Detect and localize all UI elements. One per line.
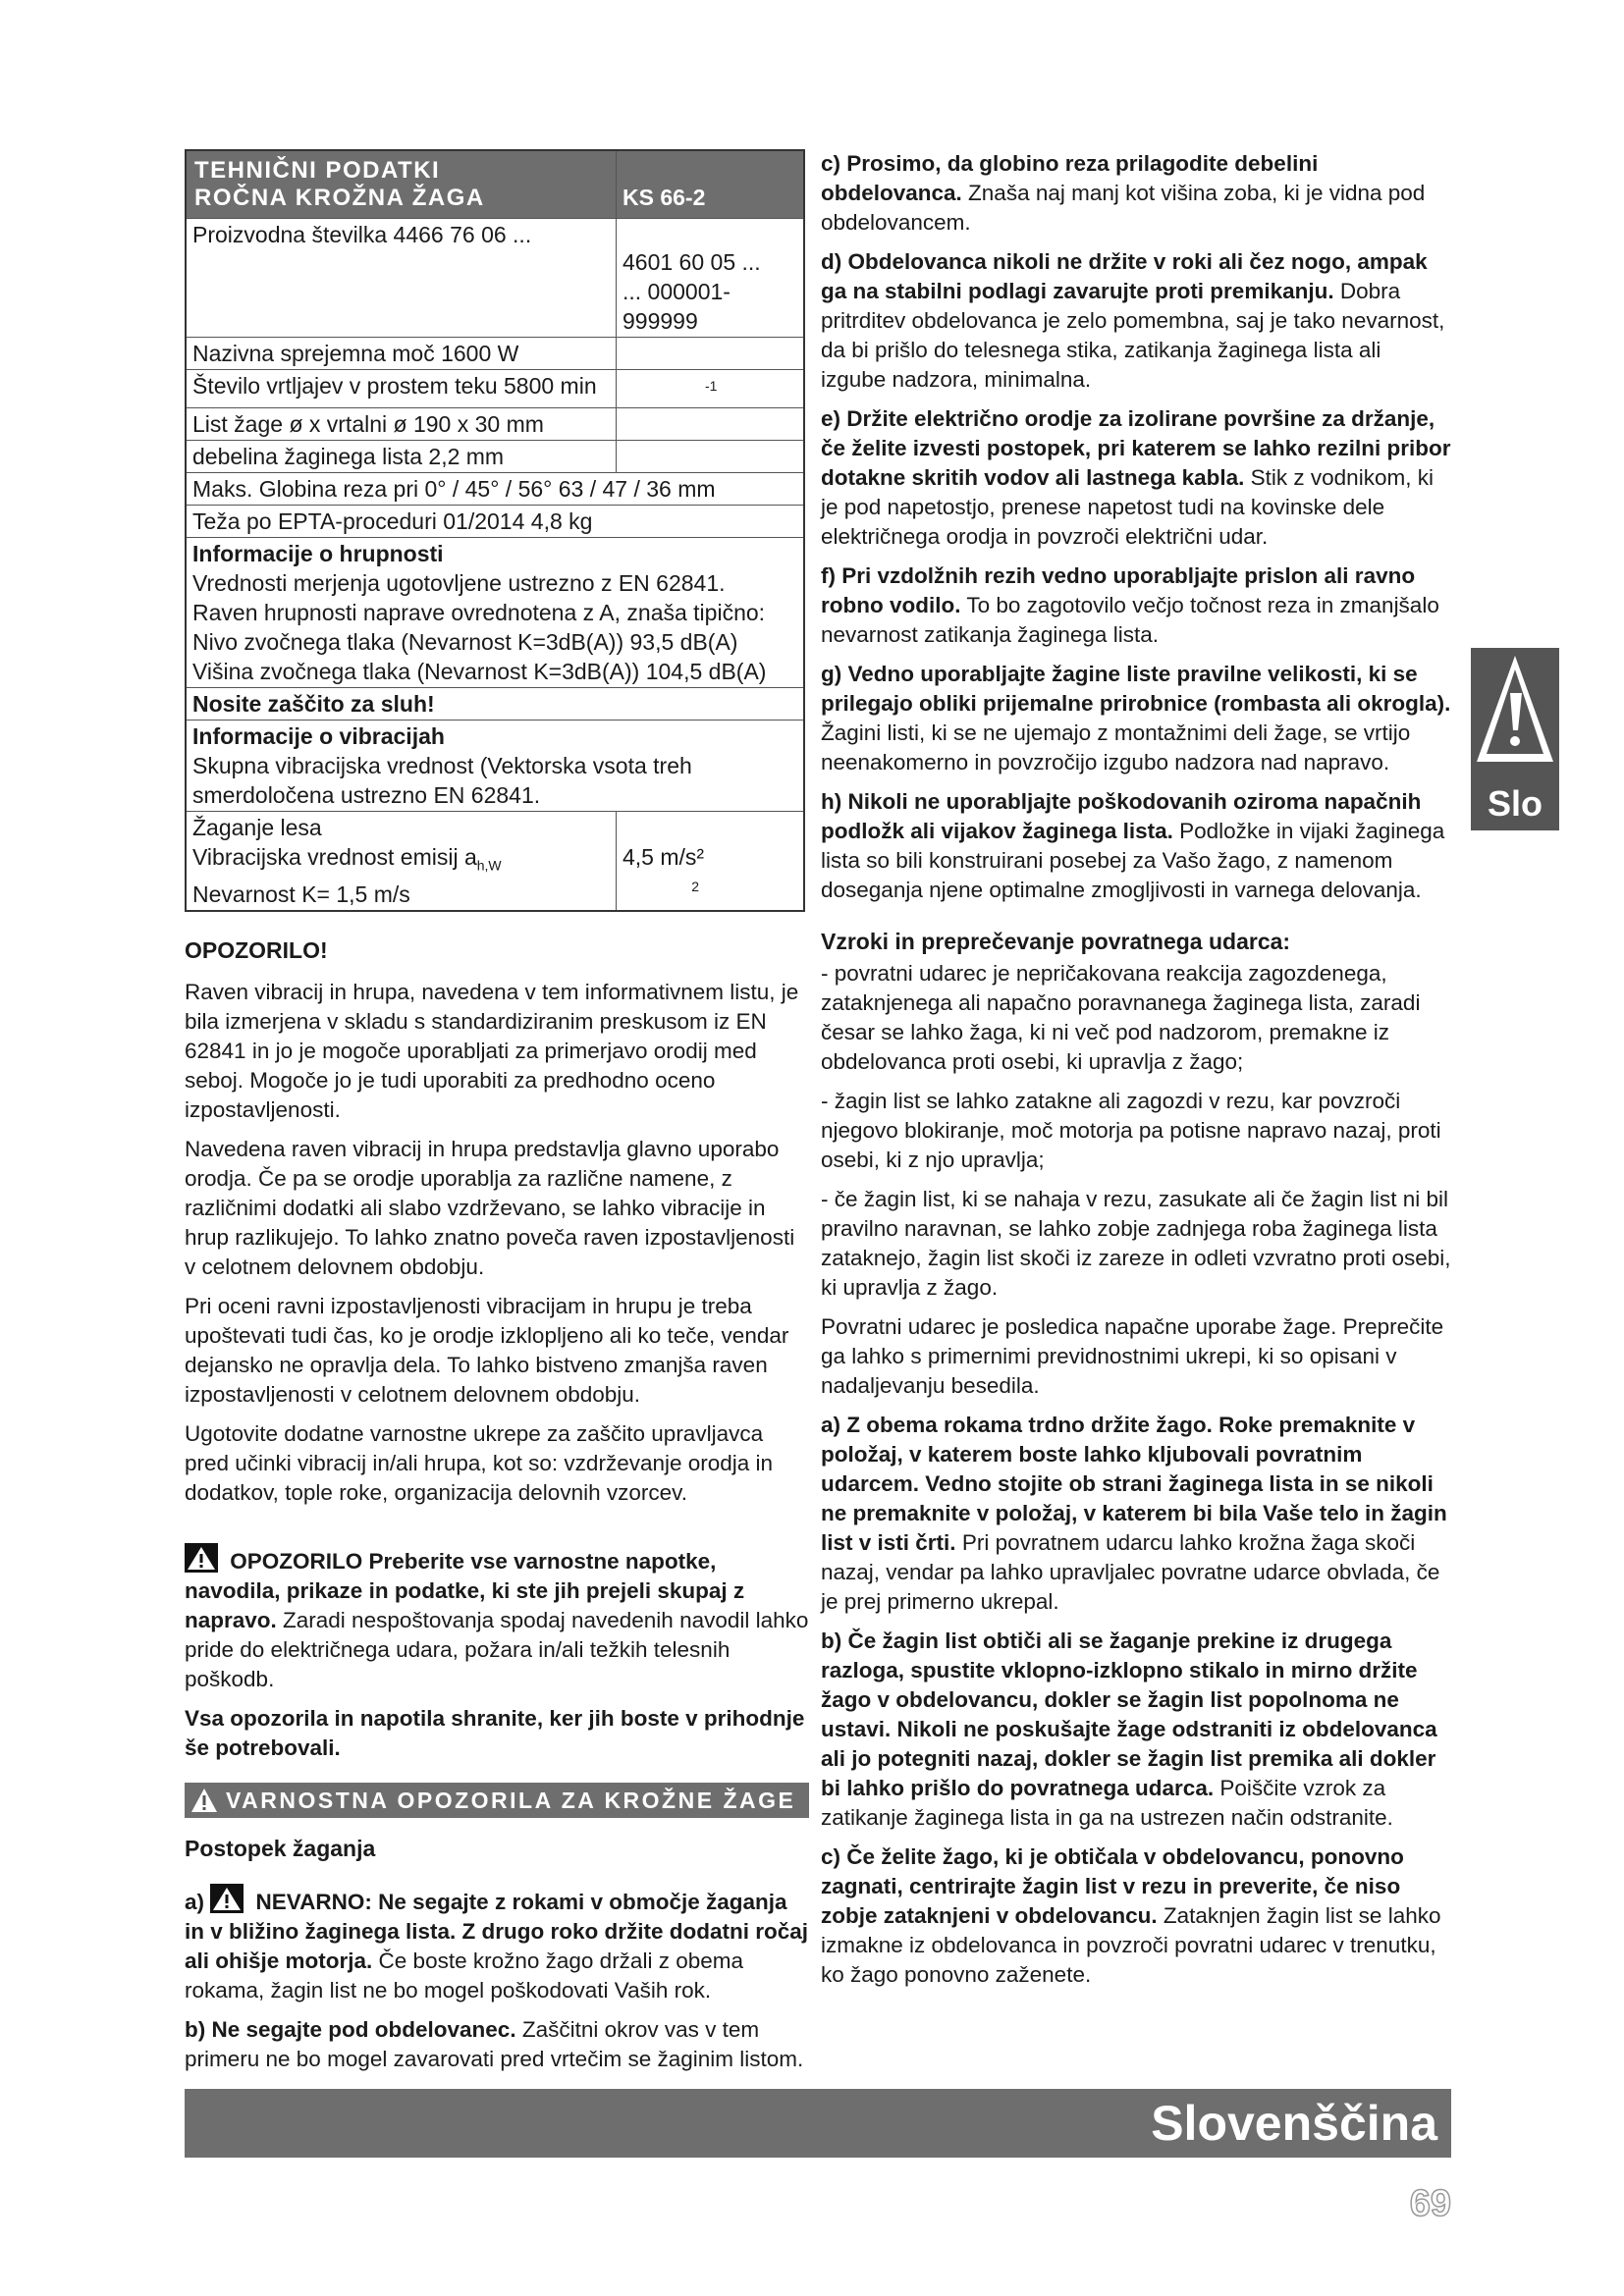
paragraph: Ugotovite dodatne varnostne ukrepe za zaščito upravljavca pred učinki vibracij in/ali hrupa, kot so: vzdrževanje orodja in dodatkov, tople roke, organizacija delovnih vzorcev.: [185, 1421, 774, 1506]
language-tab-label: Slo: [1487, 783, 1543, 824]
warning-heading: OPOZORILO!: [185, 937, 328, 964]
item-a: a) NEVARNO: Ne segajte z rokami v območje žaganja in v bližino žaginega lista. Z drugo roko držite dodatni ročaj ali ohišje motorja. Če boste krožno žago držali z obema rokama, žagin list ne bo mogel poškodovati Vaših rok.: [185, 1884, 809, 2005]
item-b: b) Ne segajte pod obdelovanec. Zaščitni okrov vas v tem primeru ne bo mogel zavarovati pred vrtečim se žaginim listom.: [185, 2017, 804, 2072]
paragraph: Pri oceni ravni izpostavljenosti vibracijam in hrupu je treba upoštevati tudi čas, ko je orodje izklopljeno ali ko teče, vendar dejansko ne opravlja dela. To lahko bistveno zmanjša raven izpostavljenosti v celotnem delovnem obdobju.: [185, 1294, 789, 1408]
item-h: h) Nikoli ne uporabljajte poškodovanih oziroma napačnih podložk ali vijakov žaginega lista. Podložke in vijaki žaginega lista so bili konstruirani posebej za Vašo žago, z namenom doseganja njene optimalne zmogljivosti in varnega delovanja.: [821, 789, 1445, 902]
product-number-value: 4601 60 05 ... ... 000001-999999: [617, 219, 805, 338]
item-g: g) Vedno uporabljajte žagine liste pravilne velikosti, ki se prilegajo obliki prijemalne prirobnice (rombasta ali okrogla). Žagini listi, ki se ne ujemajo z montažnimi deli žage, se vrtijo neenakomerno in povzročijo izgubo nadzora nad napravo.: [821, 662, 1451, 774]
section-band: VARNOSTNA OPOZORILA ZA KROŽNE ŽAGE: [185, 1783, 809, 1818]
weight: Teža po EPTA-proceduri 01/2014 4,8 kg: [186, 505, 804, 537]
max-cutting-depth: Maks. Globina reza pri 0° / 45° / 56° 63 / 47 / 36 mm: [186, 472, 804, 505]
kickback-heading: Vzroki in preprečevanje povratnega udarca:: [821, 929, 1291, 954]
warning-icon: [190, 1788, 218, 1813]
model-name: KS 66-2: [617, 150, 805, 219]
warning-icon: [210, 1884, 244, 1913]
vibration-title: Informacije o vibracijah: [192, 722, 445, 749]
item-c: c) Prosimo, da globino reza prilagodite debelini obdelovanca. Znaša naj manj kot višina zoba, ki je vidna pod obdelovancem.: [821, 151, 1426, 235]
kickback-item-b: b) Če žagin list obtiči ali se žaganje prekine iz drugega razloga, spustite vklopno-izklopno stikalo in mirno držite žago v obdelovancu, dokler se žagin list popolnoma ne ustavi. Nikoli ne poskušajte žage odstraniti iz obdelovanca ali jo potegniti nazaj, dokler se žagin list premika ali dokler bi lahko prišlo do povratnega udarca. Poiščite vzrok za zatikanje žaginega lista in ga na ustrezen način odstranite.: [821, 1629, 1437, 1830]
table-header: [186, 150, 617, 219]
vibration-details: Žaganje lesa Vibracijska vrednost emisij $a_{h,W}$ Nevarnost K= 1,5 m/s: [186, 811, 617, 911]
vibration-value: 4,5 m/s²: [623, 843, 705, 870]
kickback-summary: Povratni udarec je posledica napačne uporabe žage. Preprečite ga lahko s primernimi previdnostnimi ukrepi, ki so opisani v nadaljevanju besedila.: [821, 1314, 1444, 1398]
table-subtitle: ROČNA KROŽNA ŽAGA: [194, 185, 485, 211]
kickback-item-c: c) Če želite žago, ki je obtičala v obdelovancu, ponovno zagnati, centrirajte žagin list v rezu in preverite, če niso zobje zataknjeni v obdelovancu. Zataknjen žagin list se lahko izmakne iz obdelovanca in povzroči povratni udarec v trenutku, ko žago ponovno zaženete.: [821, 1844, 1441, 1987]
item-d: d) Obdelovanca nikoli ne držite v roki ali čez nogo, ampak ga na stabilni podlagi zavarujte proti premikanju. Dobra pritrditev obdelovanca je zelo pomembna, saj je tako nevarnost, da bi prišlo do telesnega stika, zatikanja žaginega lista ali izgube nadzora, minimalna.: [821, 249, 1445, 392]
table-title: TEHNIČNI PODATKI: [194, 157, 441, 184]
kickback-cause: - žagin list se lahko zatakne ali zagozdi v rezu, kar povzroči njegovo blokiranje, moč motorja pa potisne napravo nazaj, proti osebi, ki z njo upravlja;: [821, 1089, 1441, 1172]
footer-language: Slovenščina: [1151, 2096, 1437, 2151]
idle-speed: Število vrtljajev v prostem teku 5800 min: [186, 370, 617, 408]
kickback-item-a: a) Z obema rokama trdno držite žago. Roke premaknite v položaj, v katerem boste lahko kljubovali povratnim udarcem. Vedno stojite ob strani žaginega lista in se nikoli ne premaknite v položaj, v katerem bi bila Vaše telo in žagin list v isti črti. Pri povratnem udarcu lahko krožna žaga skoči nazaj, vendar pa lahko upravljalec povratne udarce obvlada, če je prej primerno ukrepal.: [821, 1413, 1447, 1614]
kickback-cause: - če žagin list, ki se nahaja v rezu, zasukate ali če žagin list ni bil pravilno naravnan, se lahko zobje zadnjega roba žaginega lista zataknejo, žagin list skoči iz zareze in odleti vzvratno proti osebi, ki upravlja z žago.: [821, 1187, 1451, 1300]
noise-info: Informacije o hrupnosti Vrednosti merjenja ugotovljene ustrezno z EN 62841. Raven hrupnosti naprave ovrednotena z A, znaša tipično: Nivo zvočnega tlaka (Nevarnost K=3dB(A)) 93,5 dB(A) Višina zvočnega tlaka (Nevarnost K=3dB(A)) 104,5 dB(A): [186, 537, 804, 687]
warning-icon: [185, 1543, 218, 1573]
hearing-protection: Nosite zaščito za sluh!: [186, 687, 804, 720]
footer-bar: [185, 2089, 1451, 2158]
language-tab: [1471, 648, 1559, 830]
rated-power: Nazivna sprejemna moč 1600 W: [186, 338, 617, 370]
left-column: [185, 149, 809, 2084]
blade-thickness: debelina žaginega lista 2,2 mm: [186, 440, 617, 472]
blade-size: List žage ø x vrtalni ø 190 x 30 mm: [186, 407, 617, 440]
vibration-info: Informacije o vibracijah Skupna vibracijska vrednost (Vektorska vsota treh smerdoločena ustrezno EN 62841.: [186, 720, 804, 811]
page-number: 69: [1409, 2183, 1451, 2224]
paragraph: Navedena raven vibracij in hrupa predstavlja glavno uporabo orodja. Če pa se orodje uporablja za različne namene, z različnimi dodatki ali slabo vzdrževano, se lahko vibracije in hrup razlikujejo. To lahko znatno poveča raven izpostavljenosti v celotnem delovnem obdobju.: [185, 1137, 795, 1280]
item-f: f) Pri vzdolžnih rezih vedno uporabljajte prislon ali ravno robno vodilo. To bo zagotovilo večjo točnost reza in zmanjšalo nevarnost zatikanja žaginega lista.: [821, 563, 1439, 647]
item-e: e) Držite električno orodje za izolirane površine za držanje, če želite izvesti postopek, pri katerem se lahko rezilni pribor dotakne skritih vodov ali lastnega kabla. Stik z vodnikom, ki je pod napetostjo, prenese napetost tudi na kovinske dele električnega orodja in povzroči električni udar.: [821, 406, 1451, 549]
paragraph: Raven vibracij in hrupa, navedena v tem informativnem listu, je bila izmerjena v skladu s standardiziranim preskusom iz EN 62841 in jo je mogoče uporabljati za primerjavo orodij med seboj. Mogoče jo je tudi uporabiti za predhodno oceno izpostavljenosti.: [185, 980, 799, 1123]
warning-icon: [1471, 648, 1559, 775]
keep-instructions: Vsa opozorila in napotila shranite, ker jih boste v prihodnje še potrebovali.: [185, 1706, 805, 1761]
noise-title: Informacije o hrupnosti: [192, 540, 444, 566]
kickback-cause: - povratni udarec je nepričakovana reakcija zagozdenega, zataknjenega ali napačno poravnanega žaginega lista, zaradi česar se lahko žaga, ki ni več pod nadzorom, premakne iz obdelovanca proti osebi, ki upravlja z žago;: [821, 961, 1421, 1074]
procedure-heading: Postopek žaganja: [185, 1836, 376, 1862]
technical-data-table: TEHNIČNI PODATKI ROČNA KROŽNA ŽAGA KS 66-2 Proizvodna številka 4466 76 06 ... 4601 60 05 ... ... 000001-999999 Nazivna sprejemna moč 1600 W Število vrtljajev v prostem teku 5800 min $^{-1}$ List žage ø x vrtalni ø 190 x 30 mm debelina žaginega lista 2,2 mm Maks. Globina reza pri 0° / 45° / 56° 63 / 47 / 36 mm Teža po EPTA-proceduri 01/2014 4,8 kg Informacije o hrupnosti Vrednosti merjenja ugotovljene ustrezno z EN 62841. Raven hrupnosti naprave ovrednotena z A, znaša tipično: Nivo zvočnega tlaka (Nevarnost K=3dB(A)) 93,5 dB(A) Višina zvočnega tlaka (Nevarnost K=3dB(A)) 104,5 dB(A) Nosite zaščito za sluh! Informacije o vibracijah Skupna vibracijska vrednost (Vektorska vsota treh smerdoločena ustrezno EN 62841. Žaganje lesa Vibracijska vrednost emisij $a_{h,W}$ Nevarnost K= 1,5 m/s 4,5 m/s² $^2$: [185, 149, 805, 912]
general-warning: OPOZORILO Preberite vse varnostne napotke, navodila, prikaze in podatke, ki ste jih prejeli skupaj z napravo. Zaradi nespoštovanja spodaj navedenih navodil lahko pride do električnega udara, požara in/ali težkih telesnih poškodb.: [185, 1543, 809, 1694]
product-number-label: Proizvodna številka 4466 76 06 ...: [186, 219, 617, 338]
idle-speed-unit: -1: [705, 378, 718, 394]
right-column: [821, 149, 1451, 2000]
